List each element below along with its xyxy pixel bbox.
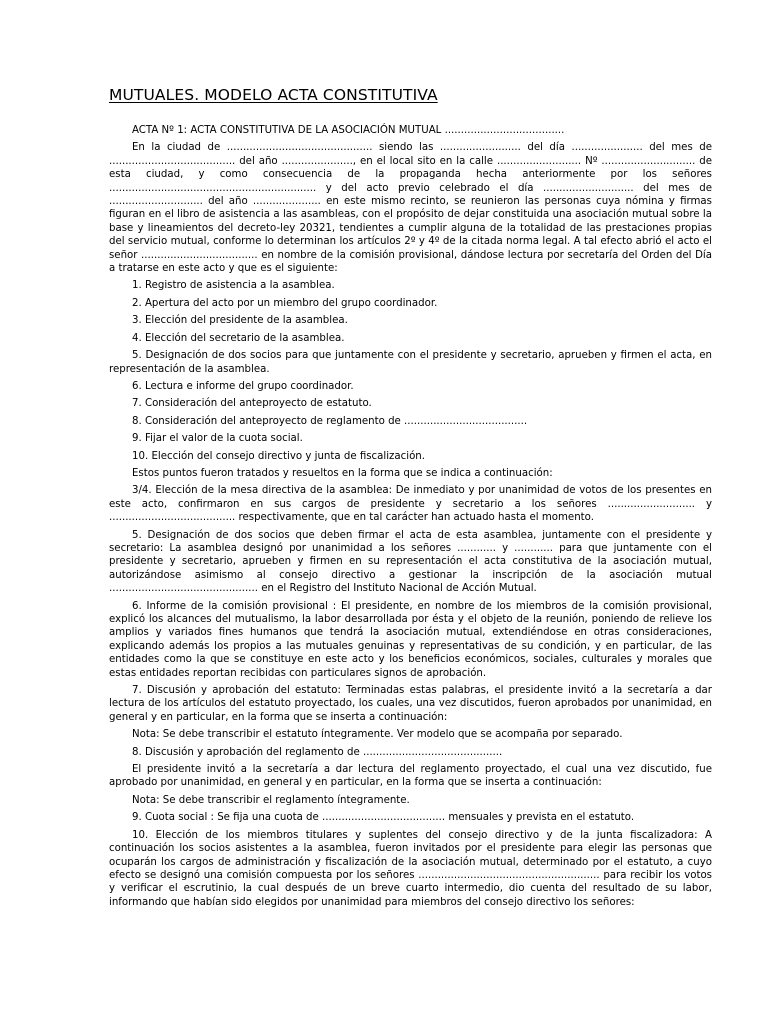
agenda-item-1: 1. Registro de asistencia a la asamblea. — [132, 280, 335, 292]
agenda-item-7: 7. Consideración del anteproyecto de estatuto. — [132, 398, 372, 410]
agenda-item-5: 5. Designación de dos socios para que juntamente con el presidente y secretario, aprueben y firmen el acta, en representación de la asamblea. — [109, 350, 712, 375]
act-heading: ACTA Nº 1: ACTA CONSTITUTIVA DE LA ASOCIACIÓN MUTUAL ..................................... — [132, 125, 565, 136]
note-statute: Nota: Se debe transcribir el estatuto íntegramente. Ver modelo que se acompaña por separado. — [132, 729, 623, 741]
agenda-item-3: 3. Elección del presidente de la asamblea. — [132, 315, 348, 327]
agenda-item-4: 4. Elección del secretario de la asamblea. — [132, 332, 345, 344]
resolution-6: 6. Informe de la comisión provisional : El presidente, en nombre de los miembros de la comisión provisional, explicó los alcances del mutualismo, la labor desarrollada por ésta y el objeto de la reunión, poniendo de relieve los amplios y variados fines humanos que tendrá la asociación mutual, extendiéndose en otras consideraciones, explicando además los propios a las mutuales genuinas y representativas de su condición, y en particular, de las entidades como la que se constituye en este acto y los beneficios económicos, sociales, culturales y morales que estas entidades reportan recibidas con particulares signos de aprobación. — [109, 600, 712, 679]
agenda-item-2: 2. Apertura del acto por un miembro del grupo coordinador. — [132, 297, 438, 309]
resolution-7: 7. Discusión y aprobación del estatuto: Terminadas estas palabras, el presidente invitó a la secretaría a dar lectura de los artículos del estatuto proyectado, los cuales, una vez discutidos, fueron aprobados por unanimidad, en general y en particular, en la forma que se inserta a continuación: — [109, 685, 712, 723]
agenda-item-6: 6. Lectura e informe del grupo coordinador. — [132, 380, 354, 392]
resolution-intro: Estos puntos fueron tratados y resueltos en la forma que se indica a continuación: — [132, 467, 553, 479]
agenda-item-9: 9. Fijar el valor de la cuota social. — [132, 433, 303, 445]
resolution-10: 10. Elección de los miembros titulares y suplentes del consejo directivo y de la junta fiscalizadora: A continuación los socios asistentes a la asamblea, fueron invitados por el presidente para elegir las personas que ocuparán los cargos de administración y fiscalización de la asociación mutual, determinado por el estatuto, a cuyo efecto se designó una comisión compuesta por los señores ........................................................ para recibir los votos y verificar el escrutinio, la cual después de un breve cuarto intermedio, dio cuenta del resultado de su labor, informando que habían sido elegidos por unanimidad para miembros del consejo directivo los señores: — [109, 829, 712, 908]
regulation-paragraph: El presidente invitó a la secretaría a dar lectura del reglamento proyectado, el cual una vez discutido, fue aprobado por unanimidad, en general y en particular, en la forma que se inserta a continuación: — [109, 764, 712, 789]
agenda-item-8: 8. Consideración del anteproyecto de reglamento de ...................................... — [132, 415, 528, 427]
resolution-8: 8. Discusión y aprobación del reglamento de ........................................... — [132, 746, 503, 758]
document-title: MUTUALES. MODELO ACTA CONSTITUTIVA — [109, 86, 438, 104]
resolution-5: 5. Designación de dos socios que deben firmar el acta de esta asamblea, juntamente con el presidente y secretario: La asamblea designó por unanimidad a los señores ............ y ............ para que juntamente con el presidente y secretario, aprueben y firmen en su representación el acta constitutiva de la asociación mutual, autorizándose asimismo al consejo directivo a gestionar la inscripción de la asociación mutual .............................................. en el Registro del Instituto Nacional de Acción Mutual. — [109, 529, 712, 595]
note-regulation: Nota: Se debe transcribir el reglamento íntegramente. — [132, 794, 410, 806]
document-body — [109, 124, 712, 909]
resolution-3-4: 3/4. Elección de la mesa directiva de la asamblea: De inmediato y por unanimidad de votos de los presentes en este acto, confirmaron en sus cargos de presidente y secretario a los señores ........................... y ....................................... respectivamente, que en tal carácter han actuado hasta el momento. — [109, 485, 712, 524]
intro-paragraph: En la ciudad de ............................................. siendo las ......................... del día ...................... del mes de ....................................... del año ......................, en el local sito en la calle .......................... Nº ............................. de esta ciudad, y como consecuencia de la propaganda hecha anteriormente por los señores ................................................................ y del acto previo celebrado el día ............................ del mes de ............................. del año ..................... en este mismo recinto, se reunieron las personas cuya nómina y firmas figuran en el libro de asistencia a las asambleas, con el propósito de dejar constituida una asociación mutual sobre la base y lineamientos del decreto-ley 20321, tendientes a cumplir alguna de la totalidad de las prestaciones propias del servicio mutual, conforme lo determinan los artículos 2º y 4º de la citada norma legal. A tal efecto abrió el acto el señor .................................... en nombre de la comisión provisional, dándose lectura por secretaría del Orden del Día a tratarse en este acto y que es el siguiente: — [109, 142, 712, 275]
resolution-9: 9. Cuota social : Se fija una cuota de ...................................... mensuales y prevista en el estatuto. — [132, 812, 635, 824]
agenda-item-10: 10. Elección del consejo directivo y junta de fiscalización. — [132, 450, 425, 462]
